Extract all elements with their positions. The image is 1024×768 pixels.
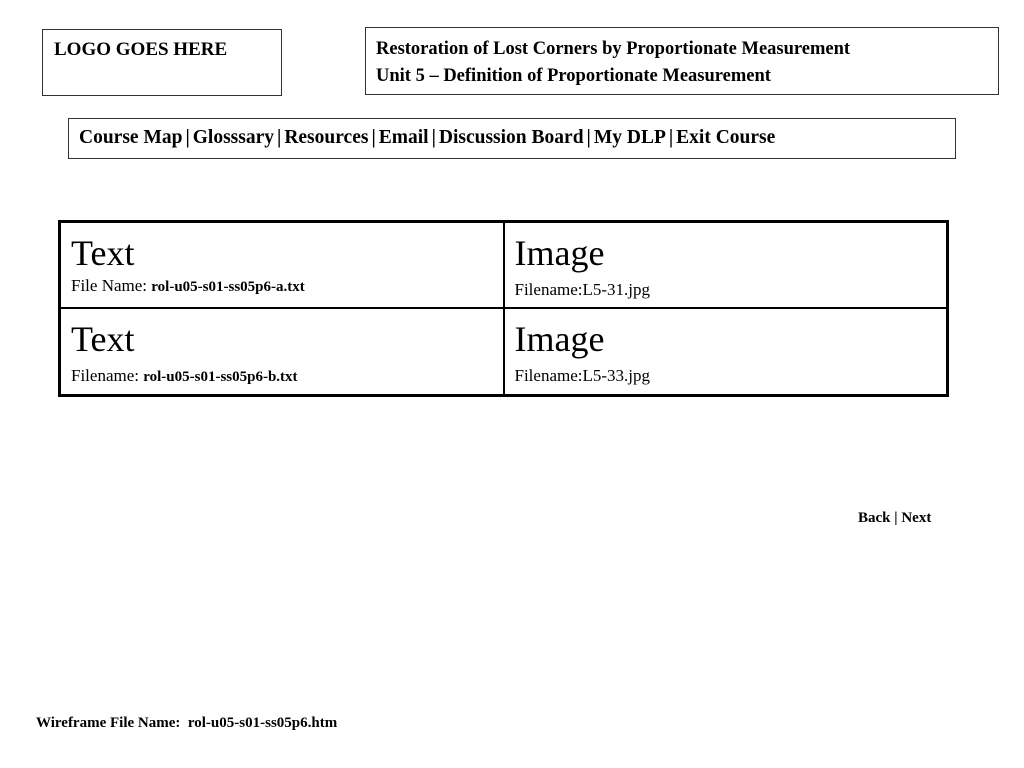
nav-separator: | [431, 127, 436, 148]
content-layout-table [58, 220, 949, 397]
image-heading: Image [514, 318, 605, 359]
text-file-name: rol-u05-s01-ss05p6-a.txt [151, 279, 305, 295]
nav-separator: | [668, 127, 674, 148]
course-title: Restoration of Lost Corners by Proportionate Measurement [376, 39, 851, 59]
nav-link-my-dlp[interactable]: My DLP [593, 127, 666, 148]
text-file-label: File Name: [71, 276, 152, 295]
logo-text: LOGO GOES HERE [54, 39, 228, 60]
nav-link-discussion-board[interactable]: Discussion Board [438, 127, 584, 148]
nav-separator: | [586, 127, 591, 148]
table-row [60, 222, 948, 308]
image-cell [504, 308, 948, 396]
pager-separator: | [894, 510, 898, 526]
text-file-name: rol-u05-s01-ss05p6-b.txt [143, 368, 298, 385]
nav-link-email[interactable]: Email [378, 127, 429, 148]
nav-link-exit-course[interactable]: Exit Course [676, 127, 776, 148]
wireframe-file-name: Wireframe File Name: rol-u05-s01-ss05p6.htm [36, 715, 338, 731]
nav-link-course-map[interactable]: Course Map [79, 127, 183, 148]
text-file-label: Filename: [71, 365, 144, 385]
text-heading: Text [71, 233, 135, 273]
table-row [60, 308, 948, 396]
image-heading: Image [514, 233, 605, 273]
text-file-info [71, 275, 493, 298]
nav-link-resources[interactable]: Resources [284, 127, 369, 148]
logo-placeholder [42, 29, 282, 96]
image-cell [504, 222, 948, 308]
nav-link-glossary[interactable]: Glosssary [192, 127, 275, 148]
nav-separator: | [277, 127, 282, 148]
next-link[interactable]: Next [901, 510, 932, 526]
course-header [365, 27, 999, 95]
text-heading: Text [71, 318, 135, 359]
text-file-info [71, 365, 493, 388]
text-cell [60, 308, 504, 396]
unit-title: Unit 5 – Definition of Proportionate Measurement [376, 66, 771, 86]
nav-separator: | [371, 127, 376, 148]
image-file-label: Filename:L5-33.jpg [514, 365, 651, 385]
back-link[interactable]: Back [858, 510, 891, 526]
page-pager [858, 510, 931, 527]
image-file-label: Filename:L5-31.jpg [514, 280, 651, 299]
course-nav-bar [68, 118, 956, 159]
nav-separator: | [185, 127, 190, 148]
text-cell [60, 222, 504, 308]
